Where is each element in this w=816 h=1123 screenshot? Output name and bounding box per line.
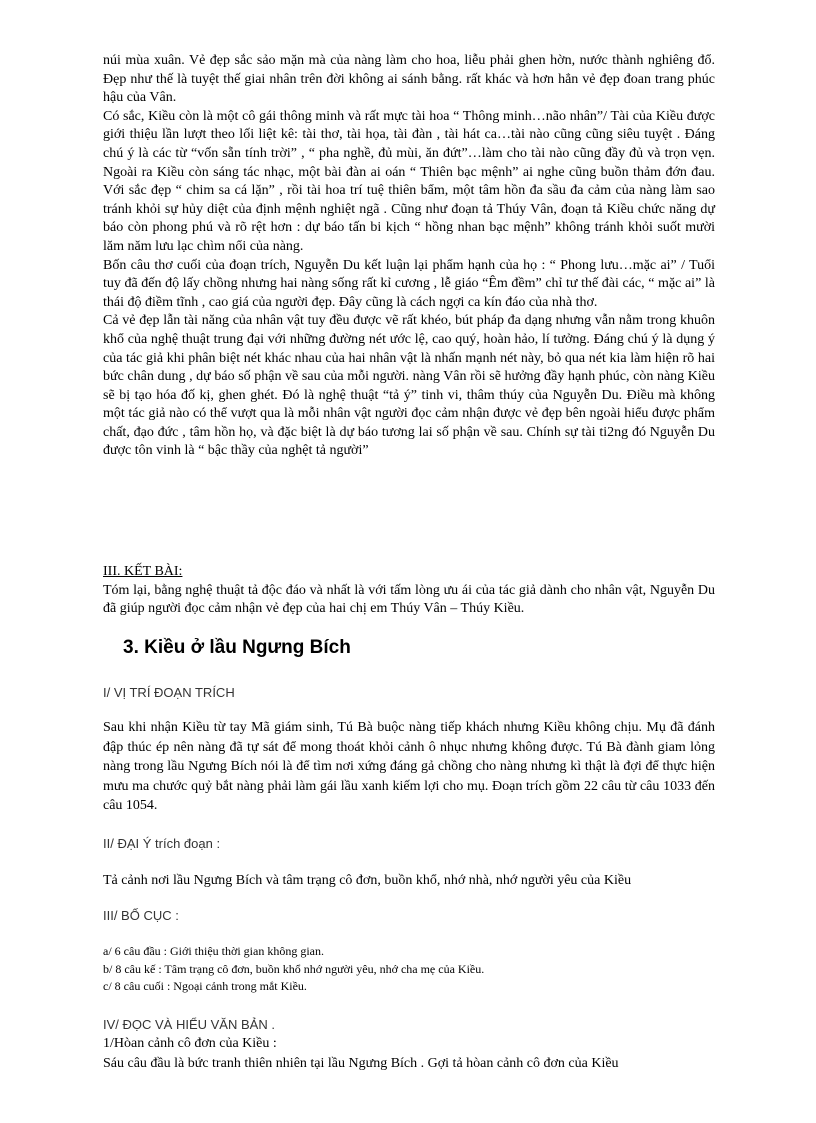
ket-bai-text: Tóm lại, bằng nghệ thuật tả độc đáo và nhất là với tấm lòng ưu ái của tác giả dành cho nhân vật, Nguyễn Du đã giúp người đọc cảm nhận vẻ đẹp của hai chị em Thúy Vân – Thúy Kiều. [103, 582, 715, 617]
vi-tri-heading: I/ VỊ TRÍ ĐOẠN TRÍCH [103, 685, 235, 700]
paragraph: Bốn câu thơ cuối của đoạn trích, Nguyễn Du kết luận lại phẩm hạnh của họ : “ Phong lưu…mặc ai” / Tuổi tuy đã đến độ lấy chồng nhưng hai nàng sống rất kỉ cương , lễ giáo “Êm đềm” chỉ tư thế đài các, “ mặc ai” là thái độ điềm tĩnh , cao giá của người đẹp. Đây cũng là cách ngợi ca kín đáo của nhà thơ. [103, 257, 715, 310]
paragraph: núi mùa xuân. Vẻ đẹp sắc sảo mặn mà của nàng làm cho hoa, liễu phải ghen hờn, nước thành nghiêng đổ. Đẹp như thế là tuyệt thế giai nhân trên đời không ai sánh bằng. rất khác và hơn hẳn vẻ đẹp đoan trang phúc hậu của Vân. [103, 53, 715, 106]
ket-bai-section [103, 563, 715, 619]
vi-tri-text: Sau khi nhận Kiều từ tay Mã giám sinh, Tú Bà buộc nàng tiếp khách nhưng Kiều không chịu. Mụ đã đánh đập thúc ép nên nàng đã tự sát để mong thoát khỏi cảnh ô nhục nhưng không được. Tú Bà đành giam lỏng nàng trong lầu Ngưng Bích nói là để tìm nơi xứng đáng gả chồng cho nàng nhưng kì thật là đợi để thực hiện mưu ma chước quỷ bắt nàng phải làm gái lầu xanh kiếm lợi cho mụ. Đoạn trích gồm 22 câu từ câu 1033 đến câu 1054. [103, 720, 715, 813]
doc-hieu-sub: 1/Hòan cảnh cô đơn của Kiều : [103, 1036, 277, 1051]
bo-cuc-list [103, 943, 715, 996]
paragraph: Cả vẻ đẹp lẫn tài năng của nhân vật tuy đều được vẽ rất khéo, bút pháp đa dạng nhưng vẫn nằm trong khuôn khổ của nghệ thuật trung đại với những đường nét ước lệ, cao quý, hoàn hảo, lí tưởng. Đáng chú ý là dụng ý của tác giả khi phân biệt nét khác nhau của hai nhân vật là nhấn mạnh nét này, bỏ qua nét kia làm hiện rõ hai bức chân dung , dự báo số phận về sau của mỗi người. nàng Vân rồi sẽ hưởng đầy hạnh phúc, còn nàng Kiều sẽ bị tạo hóa đố kị, ghen ghét. Đó là nghệ thuật “tả ý” tinh vi, thâm thúy của Nguyễn Du. Điều mà không một tác giả nào có thể vượt qua là mỗi nhân vật người đọc cảm nhận được vẻ đẹp bên ngoài hiểu được phẩm chất, đạo đức , tâm hồn họ, và đặc biệt là dự báo tương lai số phận về sau. Chính sự tài ti2ng đó Nguyễn Du được tôn vinh là “ bậc thầy của nghệt tả người” [103, 313, 715, 459]
list-item: a/ 6 câu đầu : Giới thiệu thời gian không gian. [103, 944, 324, 958]
bo-cuc-heading: III/ BỐ CỤC : [103, 908, 179, 923]
paragraph: Có sắc, Kiều còn là một cô gái thông minh và rất mực tài hoa “ Thông minh…não nhân”/ Tài của Kiều được giới thiệu lần lượt theo lối liệt kê: tài thơ, tài họa, tài đàn , tài hát ca…tài nào cũng cũng siêu tuyệt . Đáng chú ý là các từ “vốn sẵn tính trời” , “ pha nghề, đủ mùi, ăn đứt”…làm cho tài nào cũng đầy đủ và trọn vẹn. Ngoài ra Kiều còn sáng tác nhạc, một bài đàn ai oán “ Thiên bạc mệnh” ai nghe cũng buồn thảm đớn đau. Với sắc đẹp “ chim sa cá lặn” , rồi tài hoa trí tuệ thiên bẩm, một tâm hồn đa sầu đa cảm của nàng làm sao tránh khỏi sự hủy diệt của định mệnh nghiệt ngã . Cũng như đoạn tả Thúy Vân, đoạn tả Kiều chức năng dự báo còn phong phú và rõ rệt hơn : dự báo tấn bi kịch “ hồng nhan bạc mệnh” không tránh khỏi suốt mười lăm năm lưu lạc chìm nổi của nàng. [103, 108, 715, 254]
list-item: c/ 8 câu cuối : Ngoại cảnh trong mắt Kiều. [103, 979, 307, 993]
section-title: 3. Kiều ở lầu Ngưng Bích [123, 637, 351, 658]
dai-y-heading: II/ ĐẠI Ý trích đoạn : [103, 836, 221, 851]
doc-hieu-heading: IV/ ĐỌC VÀ HIỂU VĂN BẢN . [103, 1017, 275, 1032]
analysis-text-block [103, 52, 715, 461]
list-item: b/ 8 câu kế : Tâm trạng cô đơn, buồn khổ nhớ người yêu, nhớ cha mẹ của Kiều. [103, 961, 485, 976]
ket-bai-heading: III. KẾT BÀI: [103, 564, 183, 579]
doc-hieu-text: Sáu câu đầu là bức tranh thiên nhiên tại lầu Ngưng Bích . Gợi tả hòan cảnh cô đơn của Kiều [103, 1056, 619, 1071]
dai-y-text: Tả cảnh nơi lầu Ngưng Bích và tâm trạng cô đơn, buồn khổ, nhớ nhà, nhớ người yêu của Kiều [103, 873, 632, 888]
